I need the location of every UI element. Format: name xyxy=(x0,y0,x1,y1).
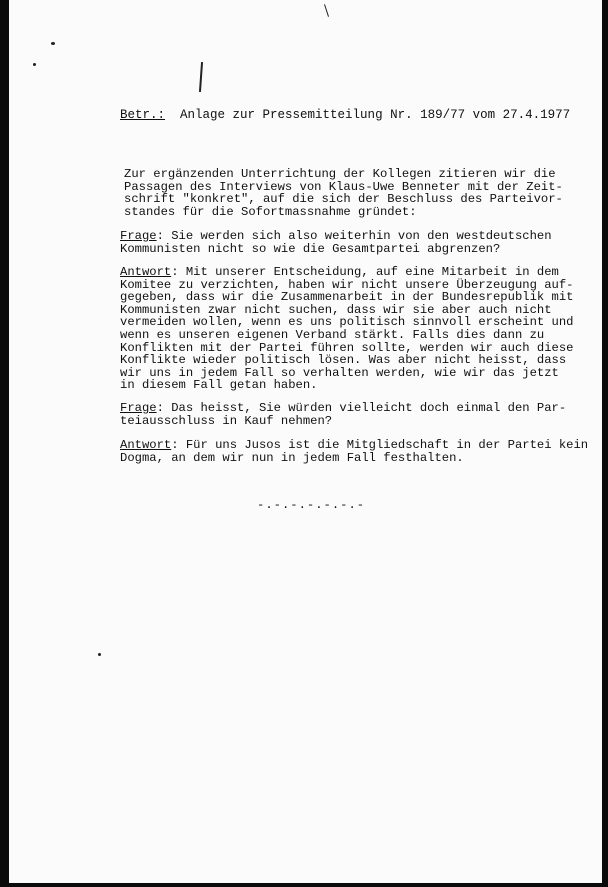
paragraph-first-text: : Mit unserer Entscheidung, auf eine Mitarbeit in dem xyxy=(171,265,559,279)
answer-paragraph xyxy=(120,439,588,464)
scan-speck xyxy=(98,653,101,656)
paragraph-line xyxy=(120,266,573,279)
question-label: Frage xyxy=(120,229,157,243)
subject-text: Anlage zur Pressemitteilung Nr. 189/77 vom 27.4.1977 xyxy=(180,108,571,122)
paragraph-line xyxy=(120,439,588,452)
paragraph-line: vermeiden wollen, wenn es uns politisch sinnvoll erscheint und xyxy=(120,315,574,330)
paragraph-line: Kommunisten zwar nicht suchen, dass wir sie aber auch nicht xyxy=(120,302,552,317)
answer-label: Antwort xyxy=(120,265,172,279)
intro-line: Passagen des Interviews von Klaus-Uwe Benneter mit der Zeit- xyxy=(124,179,563,194)
question-paragraph xyxy=(120,230,552,255)
answer-paragraph xyxy=(120,266,573,392)
end-separator: -.-.-.-.-.-.- xyxy=(257,498,366,512)
paragraph-line xyxy=(120,402,566,415)
subject-label: Betr.: xyxy=(120,108,166,122)
paragraph-line xyxy=(120,230,552,243)
document-page xyxy=(9,0,602,883)
question-paragraph xyxy=(120,402,566,427)
scan-speck xyxy=(33,63,36,66)
intro-paragraph xyxy=(124,168,563,218)
scan-border-left xyxy=(0,0,9,887)
intro-line: schrift "konkret", auf die sich der Beschluss des Parteivor- xyxy=(124,192,563,207)
paragraph-line: Konflikte wieder politisch lösen. Was aber nicht heisst, dass xyxy=(120,353,567,368)
scan-border-right xyxy=(602,0,608,887)
paragraph-line: wir uns in jedem Fall so verhalten werden, wie wir das jetzt xyxy=(120,365,559,380)
paragraph-line: teiausschluss in Kauf nehmen? xyxy=(120,413,333,428)
scan-mark xyxy=(324,4,329,17)
paragraph-line: Dogma, an dem wir nun in jedem Fall festhalten. xyxy=(120,450,464,465)
paragraph-line: Konflikten mit der Partei führen sollte, werden wir auch diese xyxy=(120,340,574,355)
paragraph-line: wenn es unseren eigenen Verband stärkt. Falls dies dann zu xyxy=(120,327,545,342)
paragraph-first-text: : Sie werden sich also weiterhin von den westdeutschen xyxy=(156,229,552,243)
paragraph-first-text: : Das heisst, Sie würden vielleicht doch einmal den Par- xyxy=(156,401,567,415)
scan-mark xyxy=(199,62,203,92)
paragraph-line: in diesem Fall getan haben. xyxy=(120,378,318,393)
answer-label: Antwort xyxy=(120,438,172,452)
paragraph-line: gegeben, dass wir die Zusammenarbeit in der Bundesrepublik mit xyxy=(120,290,574,305)
intro-line: Zur ergänzenden Unterrichtung der Kollegen zitieren wir die xyxy=(124,167,556,181)
question-label: Frage xyxy=(120,401,157,415)
scan-speck xyxy=(51,42,55,45)
scan-border-bottom xyxy=(0,883,608,887)
paragraph-line: Kommunisten nicht so wie die Gesamtpartei abgrenzen? xyxy=(120,241,501,256)
intro-line: standes für die Sofortmassnahme gründet: xyxy=(124,204,417,219)
subject-line xyxy=(120,109,570,122)
paragraph-line: Komitee zu verzichten, haben wir nicht unsere Überzeugung auf- xyxy=(120,277,574,292)
paragraph-first-text: : Für uns Jusos ist die Mitgliedschaft in der Partei kein xyxy=(171,438,589,452)
